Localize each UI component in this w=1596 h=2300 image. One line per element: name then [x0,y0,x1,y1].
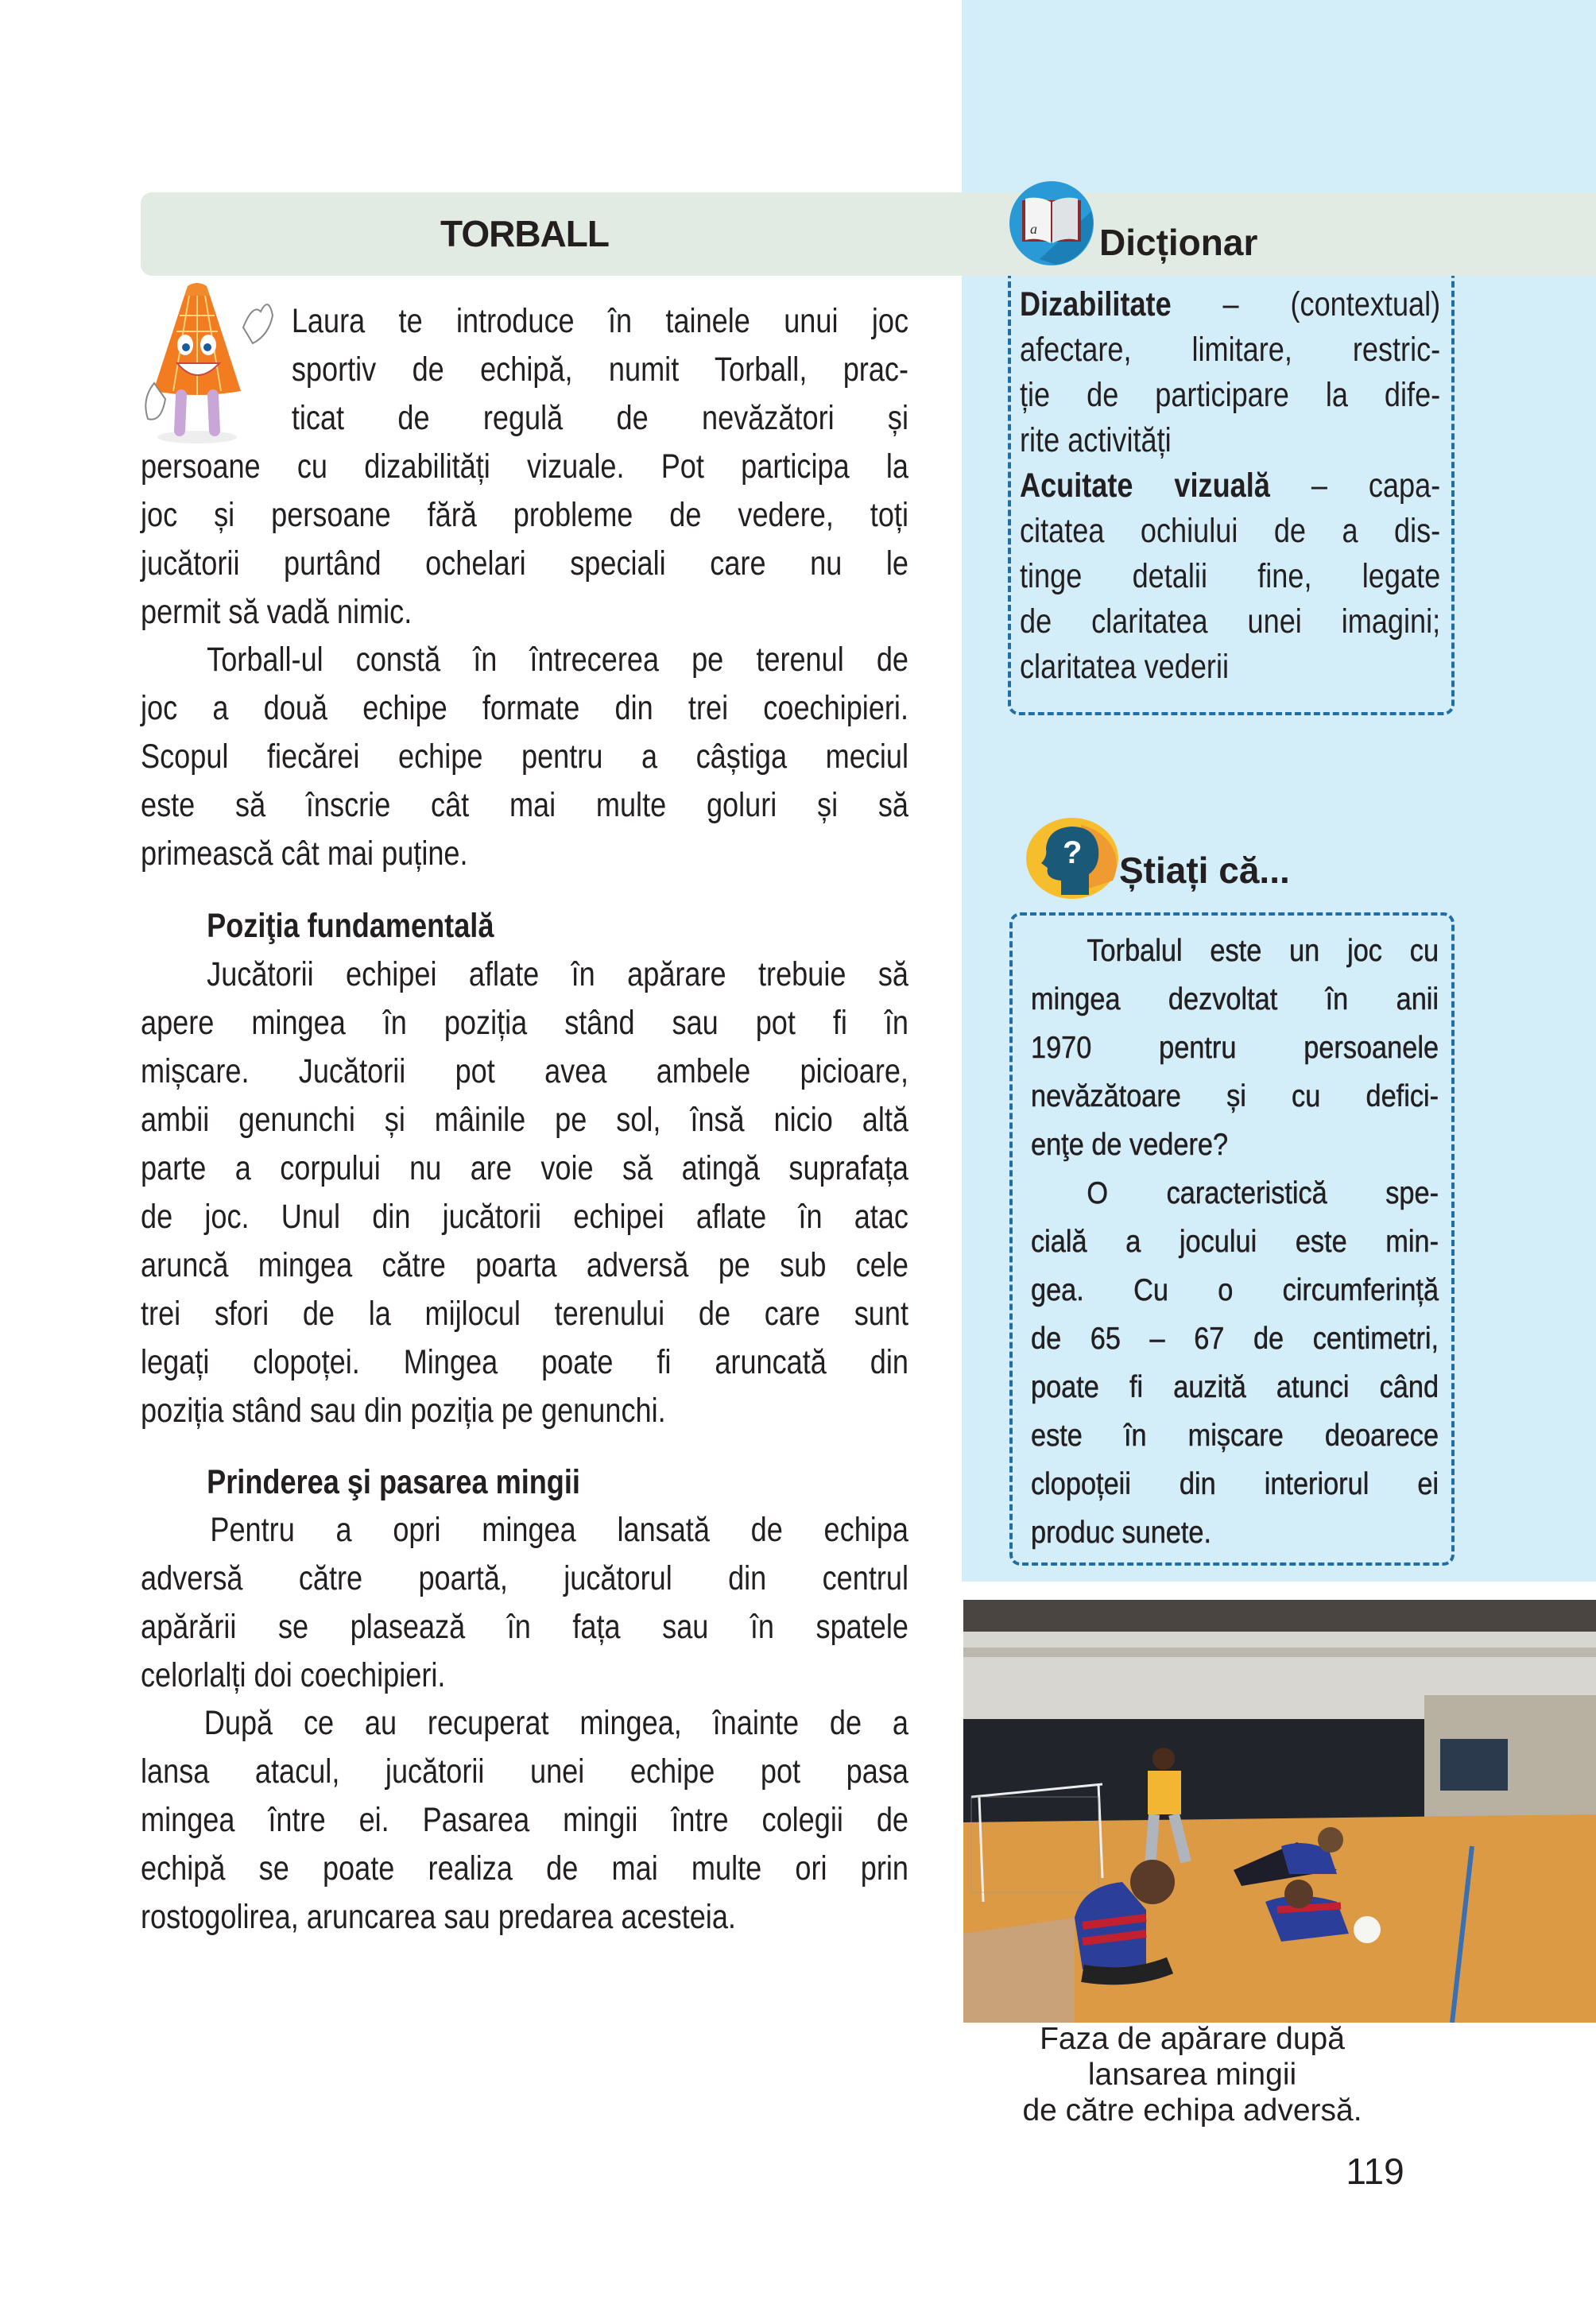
text-line [1020,282,1440,327]
text-line: este să înscrie cât mai multe goluri și să [141,786,908,824]
text-line: După ce au recuperat mingea, înainte de a [203,1704,908,1742]
text-line: Poziţia fundamentală [207,907,494,945]
section-heading-passing [141,1458,908,1507]
dictionary-title: Dicționar [1099,222,1258,263]
text-line: Torbalul este un joc cu [1087,934,1439,968]
text-line: rite activități [1020,421,1172,459]
svg-text:a: a [1030,221,1037,237]
text-line: de 65 – 67 de centimetri, [1031,1322,1439,1356]
term: Acuitate vizuală [1020,467,1270,505]
paragraph-passing [141,1699,908,1942]
text-line: joc a două echipe formate din trei coechipieri. [141,689,908,727]
text-line: permit să vadă nimic. [141,593,413,631]
text-line: joc și persoane fără probleme de vedere, toți [141,496,908,534]
text-line: ambii genunchi și mâinile pe sol, însă nicio altă [141,1101,908,1139]
text-line: primească cât mai puține. [141,834,468,873]
caption-line: Faza de apărare după [1040,2022,1345,2056]
text-line: de joc. Unul din jucătorii echipei aflate în atac [141,1198,908,1236]
text-line: claritatea vederii [1020,648,1229,686]
text-line: celorlalți doi coechipieri. [141,1656,446,1694]
text-line: poziția stând sau din poziția pe genunchi. [141,1392,666,1430]
text-line: persoane cu dizabilități vizuale. Pot participa la [141,447,908,486]
text-line: de claritatea unei imagini; [1020,602,1441,641]
text-line: jucătorii purtând ochelari speciali care nu le [141,544,908,583]
text-line: clopoțeii din interiorul ei [1031,1467,1439,1501]
did-you-know-title: Știați că... [1119,850,1290,891]
text-line: cială a jocului este min- [1031,1225,1439,1259]
text-line: parte a corpului nu are voie să atingă suprafața [141,1149,908,1187]
dictionary-definitions [1020,282,1440,690]
text-line: Pentru a opri mingea lansată de echipa [210,1511,908,1549]
text-line: echipă se poate realiza de mai multe ori prin [141,1849,908,1888]
text-line: apărării se plasează în fața sau în spatele [141,1608,908,1646]
text-line: poate fi auzită atunci când [1031,1370,1439,1404]
text-line [1020,463,1440,509]
question-head-icon [1025,817,1119,900]
text-line: apere mingea în poziția stând sau pot fi în [141,1004,908,1042]
term-definition: – capa- [1269,467,1441,505]
text-line: 1970 pentru persoanele [1031,1031,1439,1065]
text-line: lansa atacul, jucătorii unei echipe pot pasa [141,1752,908,1791]
photo-caption [954,2021,1431,2128]
intro-paragraph [141,297,908,637]
text-line: citatea ochiului de a dis- [1020,512,1441,550]
text-line: Prinderea şi pasarea mingii [207,1463,580,1501]
text-line: Laura te introduce în tainele unui joc [291,302,909,340]
text-line: enţe de vedere? [1031,1128,1229,1162]
did-you-know-text [1031,927,1439,1557]
text-line: gea. Cu o circumferință [1031,1273,1439,1307]
text-line: mingea între ei. Pasarea mingii între colegii de [141,1801,908,1839]
caption-line: lansarea mingii [1087,2058,1297,2092]
text-line: ție de participare la dife- [1020,376,1441,414]
text-line: sportiv de echipă, numit Torball, prac- [291,350,909,389]
text-line: mingea dezvoltat în anii [1031,982,1439,1016]
paragraph-position [141,951,908,1435]
text-line: nevăzătoare și cu defici- [1031,1079,1439,1113]
text-line: rostogolirea, aruncarea sau predarea acesteia. [141,1898,736,1936]
text-line: afectare, limitare, restric- [1020,331,1441,369]
text-line: ticat de regulă de nevăzători și [291,399,909,437]
text-line: este în mișcare deoarece [1031,1419,1439,1453]
text-line: produc sunete. [1031,1516,1212,1550]
text-line: legați clopoței. Mingea poate fi aruncată din [141,1343,908,1381]
text-line: Jucătorii echipei aflate în apărare trebuie să [207,955,908,993]
text-line: Torball-ul constă în întrecerea pe terenul de [207,641,908,679]
caption-line: de către echipa adversă. [1022,2093,1362,2128]
text-line: aruncă mingea către poarta adversă pe sub cele [141,1246,908,1284]
text-line: adversă către poartă, jucătorul din centrul [141,1559,908,1597]
section-heading-position [141,902,908,951]
text-line: tinge detalii fine, legate [1020,557,1441,595]
paragraph-catching [141,1506,908,1700]
page-number: 119 [1346,2151,1404,2192]
torball-game-photo [963,1600,1596,2023]
paragraph-match [141,636,908,878]
term: Dizabilitate [1020,285,1172,323]
text-line: mișcare. Jucătorii pot avea ambele picioare, [141,1052,908,1090]
text-line: trei sfori de la mijlocul terenului de care sunt [141,1295,908,1333]
svg-text:?: ? [1063,835,1083,870]
text-line: O caracteristică spe- [1087,1176,1439,1210]
text-line: Scopul fiecărei echipe pentru a câștiga meciul [141,738,908,776]
book-icon [1008,180,1095,267]
term-definition: – (contextual) [1171,285,1441,323]
page-title: TORBALL [440,213,609,254]
